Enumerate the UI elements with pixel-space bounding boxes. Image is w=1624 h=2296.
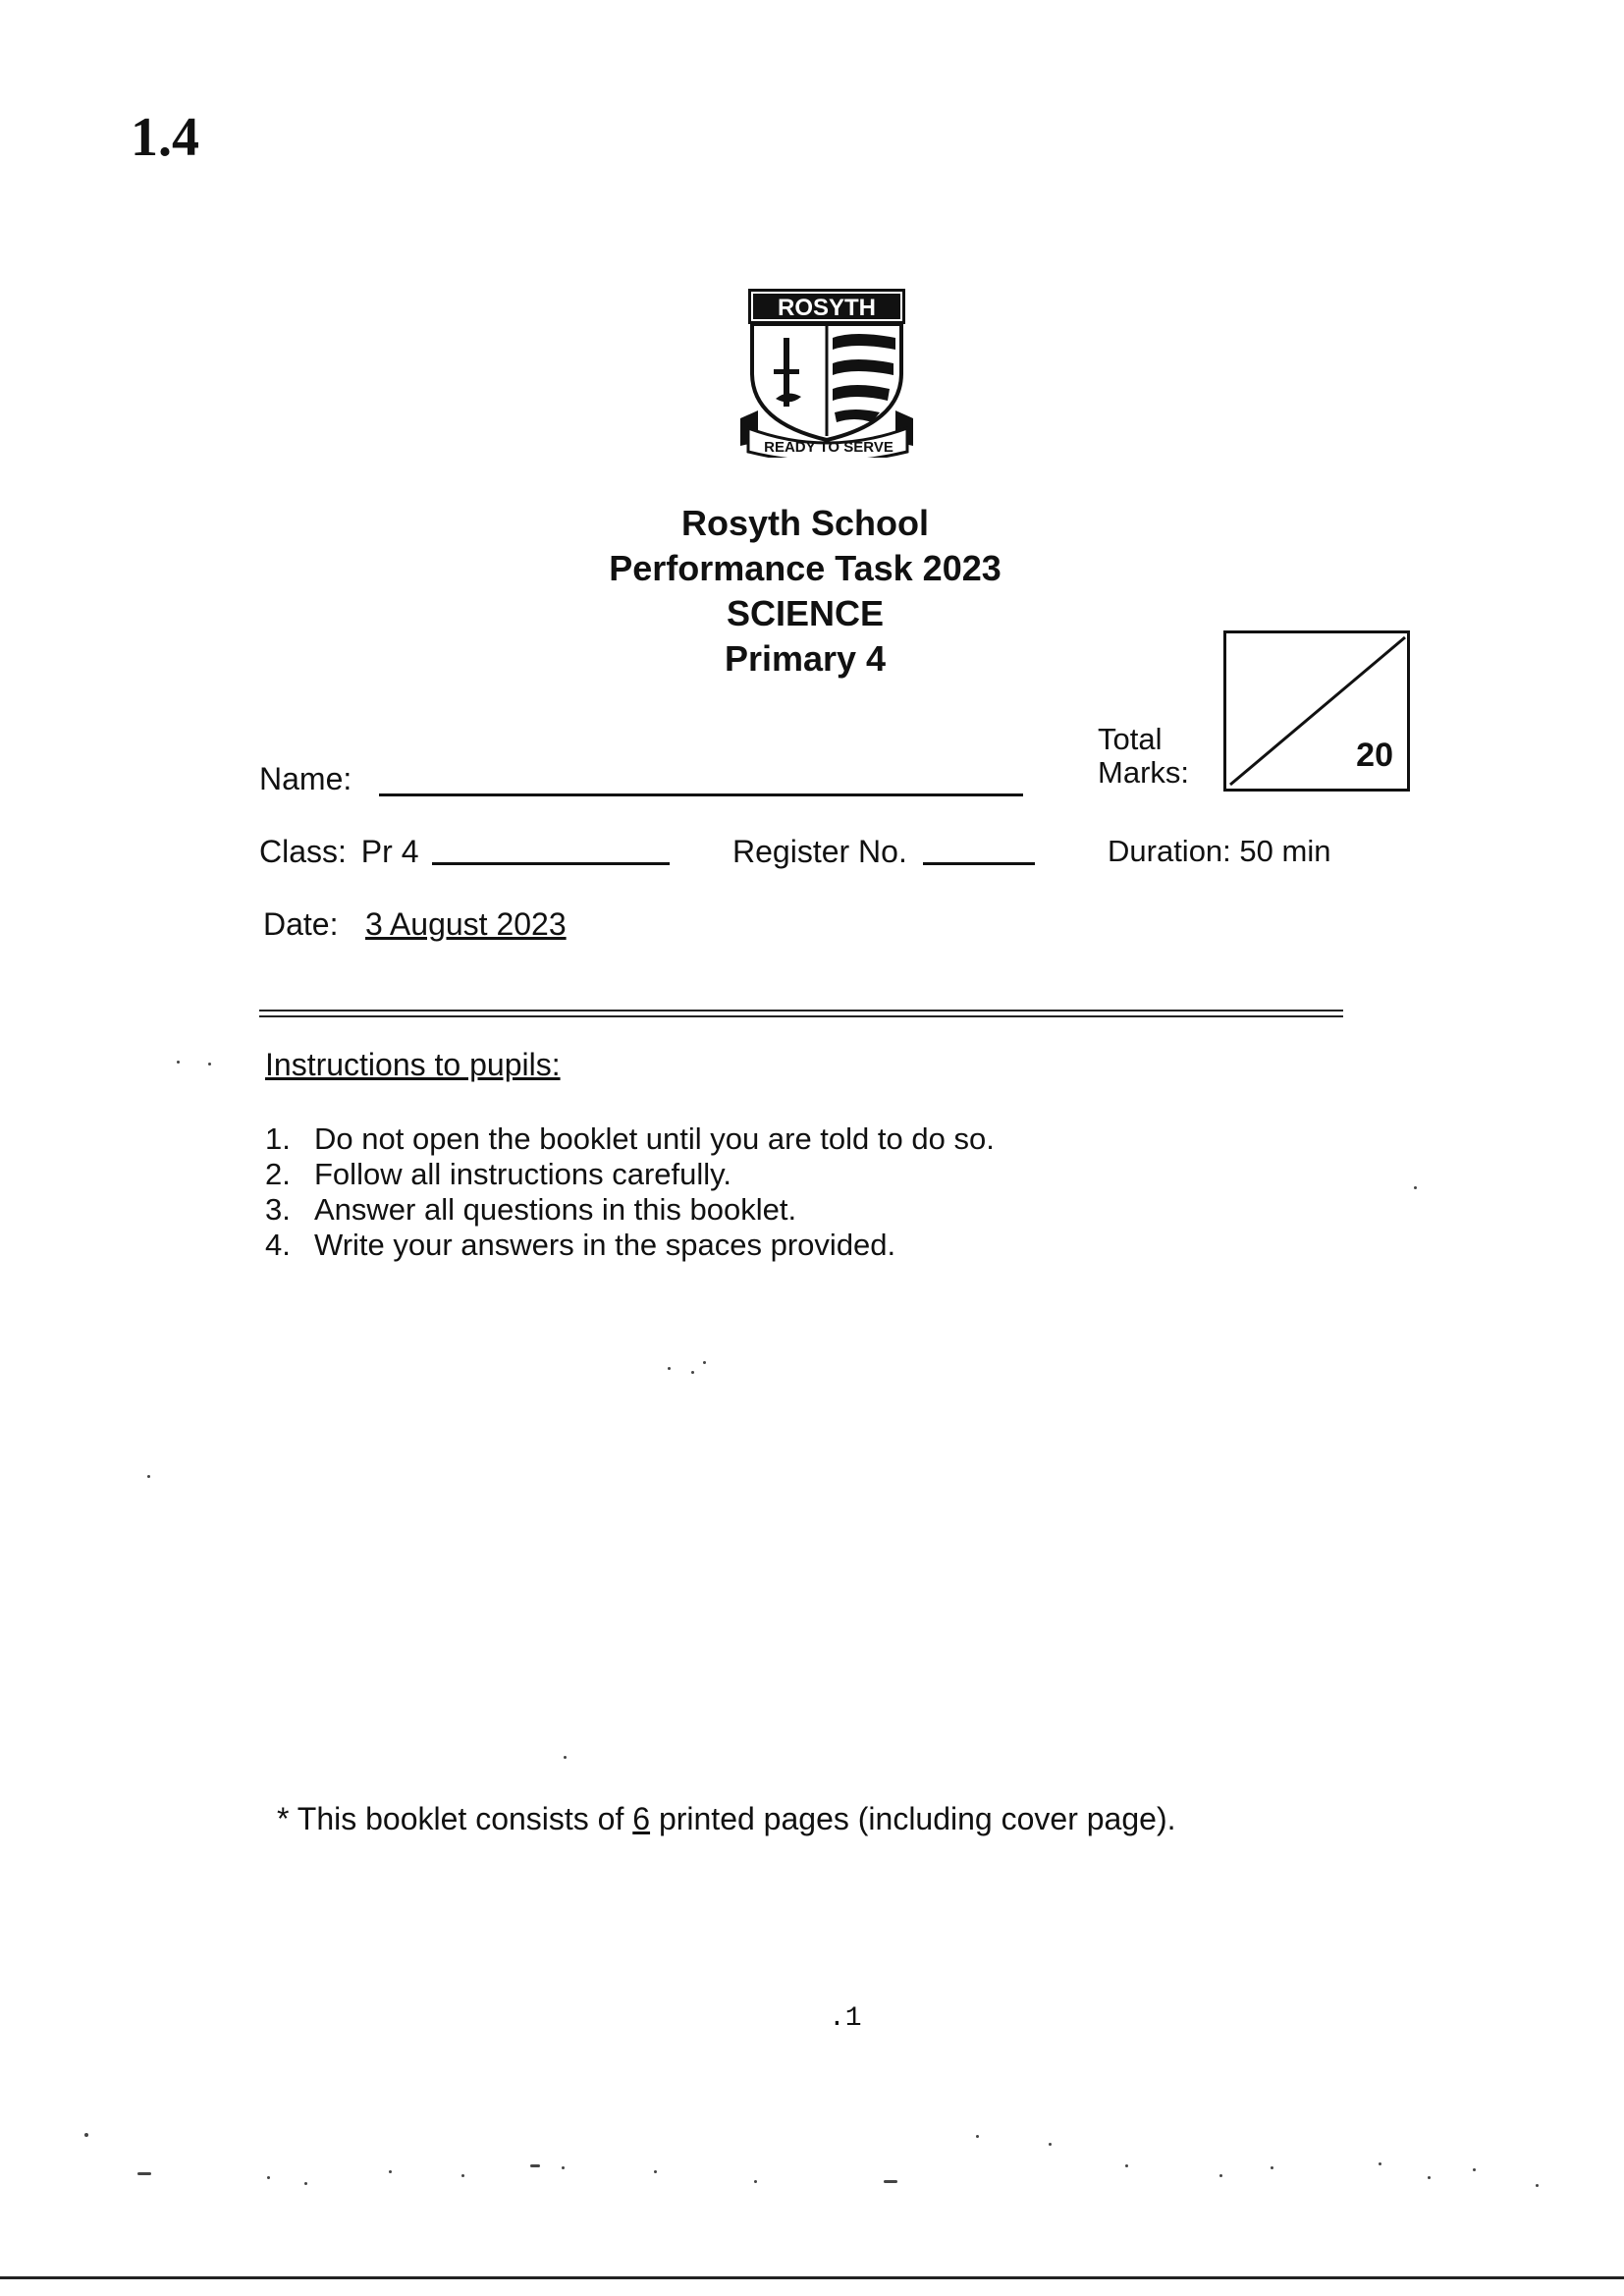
booklet-page-count: 6 bbox=[632, 1801, 651, 1836]
total-marks-label bbox=[1098, 723, 1189, 790]
instruction-text: Answer all questions in this booklet. bbox=[314, 1192, 797, 1227]
total-marks-label-line1: Total bbox=[1098, 722, 1163, 756]
instruction-number: 3. bbox=[265, 1192, 291, 1227]
level-title: Primary 4 bbox=[724, 638, 887, 679]
instruction-item bbox=[265, 1228, 995, 1263]
register-field[interactable] bbox=[923, 862, 1035, 865]
instructions-heading: Instructions to pupils: bbox=[265, 1047, 561, 1082]
school-crest-logo bbox=[738, 285, 917, 458]
instruction-number: 4. bbox=[265, 1228, 291, 1262]
instruction-text: Do not open the booklet until you are told to do so. bbox=[314, 1121, 995, 1156]
class-label bbox=[259, 833, 418, 870]
svg-text:READY TO SERVE: READY TO SERVE bbox=[764, 439, 893, 456]
school-name: Rosyth School bbox=[680, 503, 930, 543]
subject-title: SCIENCE bbox=[726, 593, 885, 633]
instructions-list bbox=[265, 1121, 995, 1263]
booklet-note bbox=[277, 1801, 1175, 1837]
name-label: Name: bbox=[259, 761, 352, 796]
instruction-number: 2. bbox=[265, 1157, 291, 1191]
class-prefix: Pr 4 bbox=[360, 834, 419, 869]
instruction-item bbox=[265, 1121, 995, 1157]
instruction-text: Follow all instructions carefully. bbox=[314, 1157, 731, 1191]
page-number: .1 bbox=[829, 2003, 862, 2034]
instruction-item bbox=[265, 1157, 995, 1192]
date-value: 3 August 2023 bbox=[365, 906, 567, 942]
divider bbox=[259, 1010, 1343, 1011]
instruction-text: Write your answers in the spaces provided. bbox=[314, 1228, 896, 1262]
instruction-item bbox=[265, 1192, 995, 1228]
bottom-edge-line bbox=[0, 2276, 1624, 2279]
class-field[interactable] bbox=[432, 862, 670, 865]
instruction-number: 1. bbox=[265, 1121, 291, 1156]
name-field[interactable] bbox=[379, 793, 1023, 796]
page-marker: 1.4 bbox=[131, 107, 199, 168]
marks-box bbox=[1223, 630, 1410, 792]
marks-out-of: 20 bbox=[1356, 737, 1393, 774]
booklet-note-suffix: printed pages (including cover page). bbox=[650, 1801, 1176, 1836]
svg-text:ROSYTH: ROSYTH bbox=[777, 295, 877, 321]
register-label: Register No. bbox=[732, 834, 907, 869]
class-label-text: Class: bbox=[259, 834, 347, 869]
date-label: Date: bbox=[263, 906, 339, 942]
divider-thin bbox=[259, 1015, 1343, 1017]
total-marks-label-line2: Marks: bbox=[1098, 755, 1189, 790]
booklet-note-prefix: * This booklet consists of bbox=[277, 1801, 633, 1836]
duration: Duration: 50 min bbox=[1108, 834, 1331, 868]
task-title: Performance Task 2023 bbox=[609, 548, 1001, 588]
